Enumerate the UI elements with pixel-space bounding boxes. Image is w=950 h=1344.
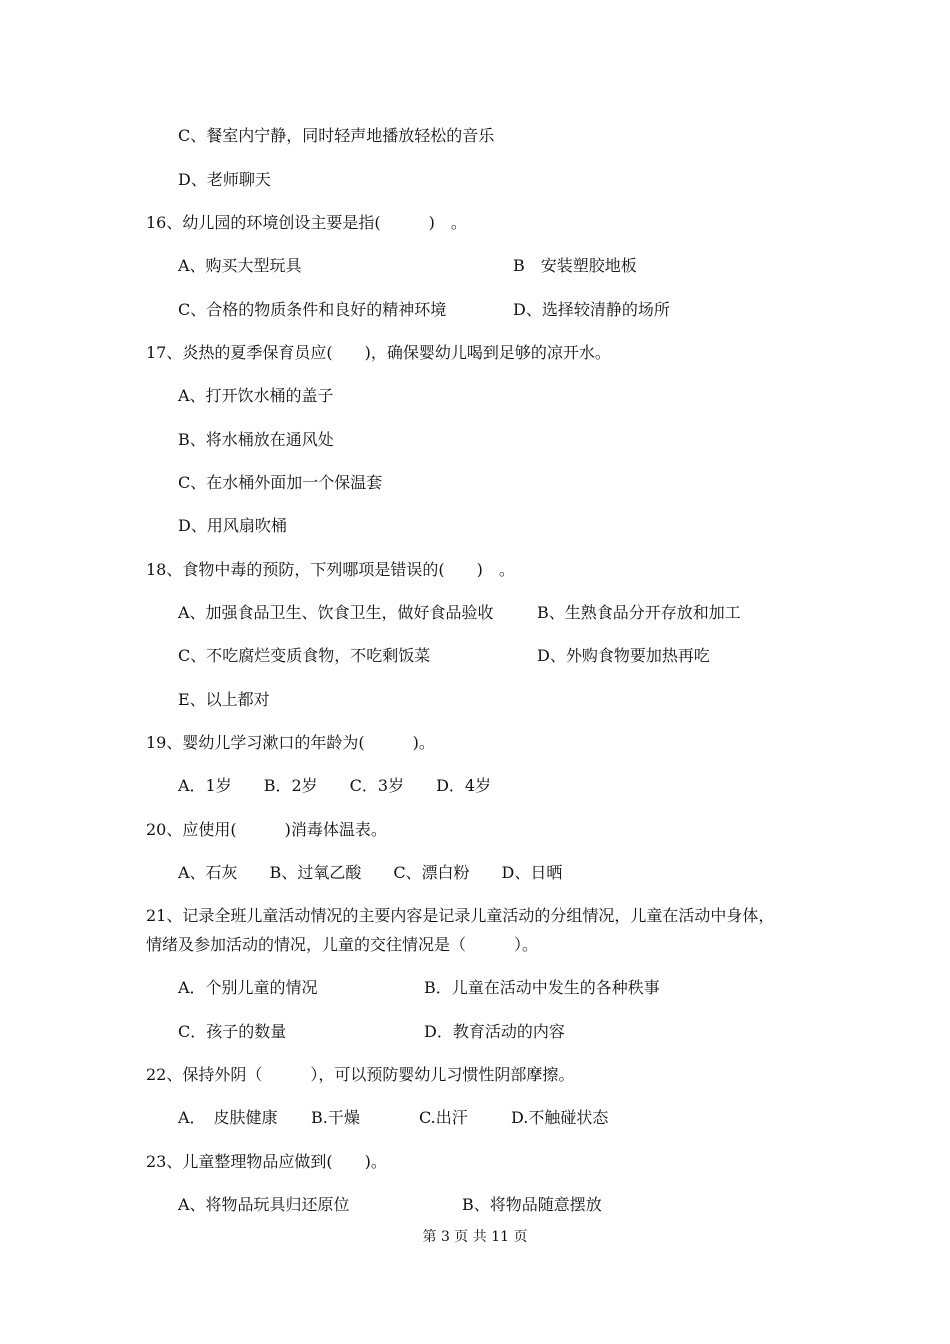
q18-option-d: D、外购食物要加热再吃 <box>537 646 710 665</box>
q22-option-d: D.不触碰状态 <box>511 1108 609 1127</box>
q20-options: A、石灰 B、过氧乙酸 C、漂白粉 D、日晒 <box>178 863 563 882</box>
q22-option-c: C.出汗 <box>419 1108 468 1127</box>
q17-option-b: B、将水桶放在通风处 <box>178 430 334 449</box>
q16-option-c: C、合格的物质条件和良好的精神环境 <box>178 300 447 319</box>
q21-option-c: C．孩子的数量 <box>178 1022 287 1041</box>
q17-option-c: C、在水桶外面加一个保温套 <box>178 473 383 492</box>
q19-options: A．1岁 B．2岁 C．3岁 D．4岁 <box>178 776 492 795</box>
q17-option-d: D、用风扇吹桶 <box>178 516 287 535</box>
question-20: 20、应使用( )消毒体温表。 <box>146 820 387 839</box>
q17-option-a: A、打开饮水桶的盖子 <box>178 386 334 405</box>
q21-option-d: D．教育活动的内容 <box>424 1022 565 1041</box>
q22-option-b: B.干燥 <box>311 1108 360 1127</box>
q18-option-a: A、加强食品卫生、饮食卫生，做好食品验收 <box>178 603 494 622</box>
q16-option-a: A、购买大型玩具 <box>178 256 302 275</box>
question-17: 17、炎热的夏季保育员应( )，确保婴幼儿喝到足够的凉开水。 <box>146 343 611 362</box>
q16-option-b: B 安装塑胶地板 <box>513 256 637 275</box>
q18-option-b: B、生熟食品分开存放和加工 <box>537 603 741 622</box>
option-c-prev: C、餐室内宁静，同时轻声地播放轻松的音乐 <box>178 126 495 145</box>
question-16: 16、幼儿园的环境创设主要是指( ) 。 <box>146 213 467 232</box>
question-18: 18、食物中毒的预防，下列哪项是错误的( ) 。 <box>146 560 515 579</box>
q16-option-d: D、选择较清静的场所 <box>513 300 670 319</box>
q21-option-b: B．儿童在活动中发生的各种秩事 <box>424 978 660 997</box>
question-21-continued: 情绪及参加活动的情况，儿童的交往情况是（ ）。 <box>146 935 539 954</box>
question-19: 19、婴幼儿学习漱口的年龄为( )。 <box>146 733 435 752</box>
q23-option-b: B、将物品随意摆放 <box>462 1195 602 1214</box>
q23-option-a: A、将物品玩具归还原位 <box>178 1195 350 1214</box>
question-22: 22、保持外阴（ ），可以预防婴幼儿习惯性阴部摩擦。 <box>146 1065 575 1084</box>
q18-option-c: C、不吃腐烂变质食物，不吃剩饭菜 <box>178 646 431 665</box>
question-21: 21、记录全班儿童活动情况的主要内容是记录儿童活动的分组情况，儿童在活动中身体， <box>146 906 775 925</box>
question-23: 23、儿童整理物品应做到( )。 <box>146 1152 387 1171</box>
page-footer: 第 3 页 共 11 页 <box>422 1229 528 1245</box>
option-d-prev: D、老师聊天 <box>178 170 271 189</box>
q22-option-a: A． 皮肤健康 <box>178 1108 278 1127</box>
q21-option-a: A．个别儿童的情况 <box>178 978 318 997</box>
q18-option-e: E、以上都对 <box>178 690 270 709</box>
